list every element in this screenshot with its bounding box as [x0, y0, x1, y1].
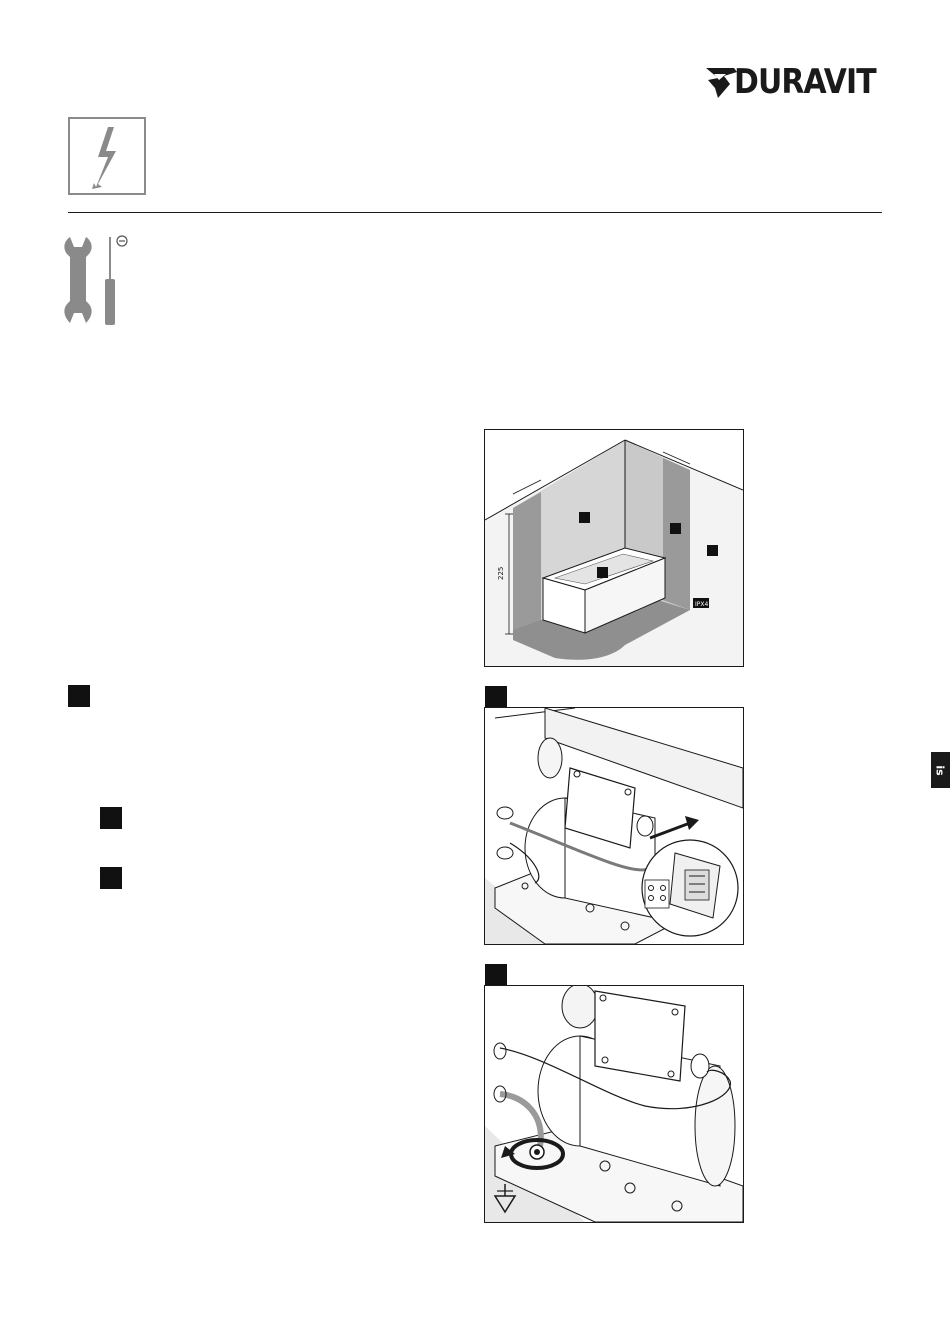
- wrench-and-screwdriver-icon: [62, 233, 134, 327]
- bathroom-zones-figure: [484, 429, 744, 667]
- logo-text: DURAVIT: [734, 62, 876, 102]
- ip-badge: IPX4: [695, 601, 709, 608]
- figure-2-marker: [485, 686, 507, 708]
- pump-earth-figure: [484, 985, 744, 1223]
- duravit-logo: [704, 62, 890, 104]
- step-marker-sub-2: [100, 867, 122, 889]
- figure-3-marker: [485, 964, 507, 986]
- language-tab-label: is: [933, 764, 947, 776]
- pump-terminal-figure: [484, 707, 744, 945]
- logo-mark-icon: [704, 62, 738, 104]
- electrical-hazard-icon: [68, 117, 146, 195]
- step-marker-sub-1: [100, 807, 122, 829]
- height-dimension-label: 225: [497, 566, 505, 580]
- step-marker: [68, 685, 90, 707]
- header-divider: [68, 212, 882, 213]
- language-tab: [931, 752, 950, 788]
